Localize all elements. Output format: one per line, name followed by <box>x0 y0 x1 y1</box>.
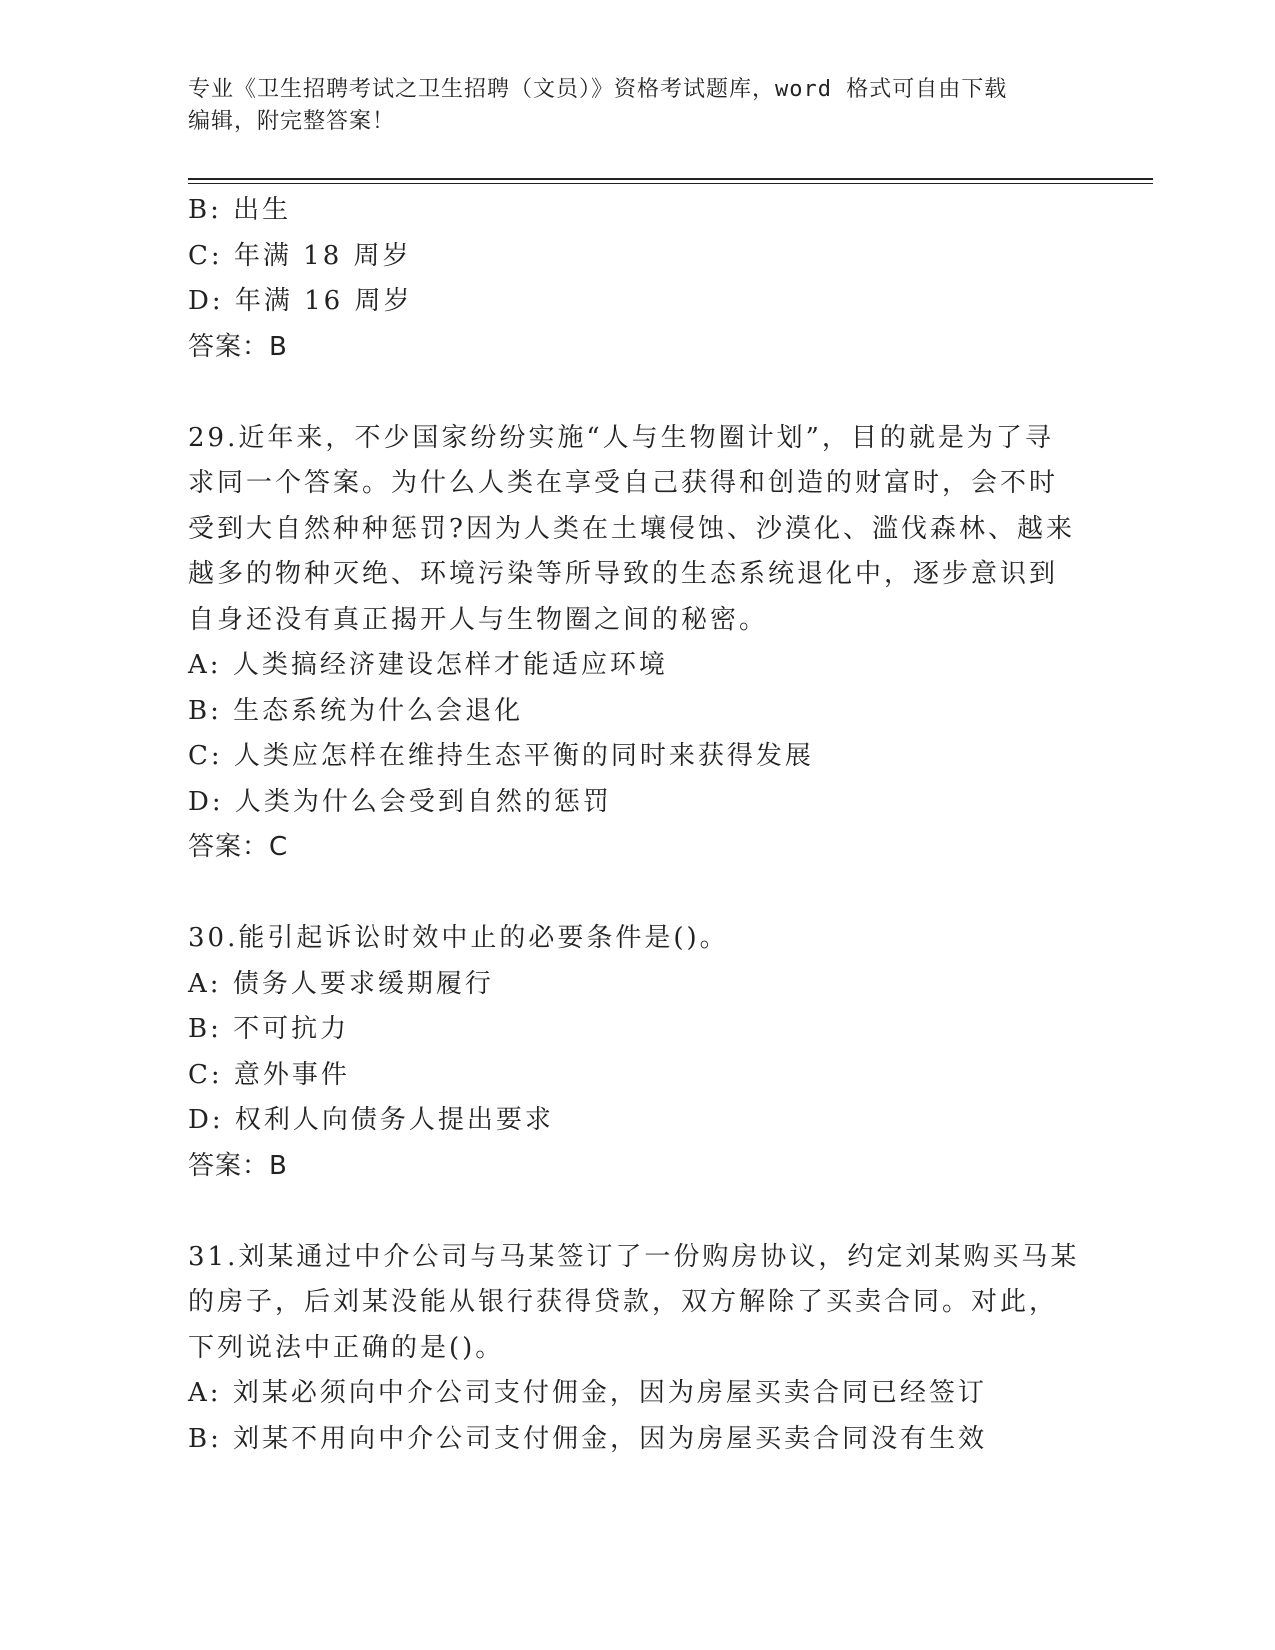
option-text: 生态系统为什么会退化 <box>233 695 524 726</box>
option-b <box>188 1417 1088 1463</box>
option-text: 意外事件 <box>233 1059 350 1090</box>
option-text: 债务人要求缓期履行 <box>232 968 494 999</box>
question-stem <box>188 1235 1088 1372</box>
stem-line: 的房子，后刘某没能从银行获得贷款，双方解除了买卖合同。对此， <box>188 1287 1059 1317</box>
option-text: 不可抗力 <box>233 1014 350 1044</box>
option-text: 人类为什么会受到自然的惩罚 <box>234 786 612 817</box>
question-content <box>188 188 1088 1462</box>
option-label: C: <box>188 741 223 771</box>
option-a <box>188 962 1088 1008</box>
option-text: 年满 16 周岁 <box>234 286 413 316</box>
option-text: 刘某不用向中介公司支付佣金，因为房屋买卖合同没有生效 <box>233 1423 988 1454</box>
option-d <box>188 279 1088 325</box>
option-label: C: <box>188 240 223 271</box>
option-label: B: <box>188 1423 222 1454</box>
option-label: D: <box>188 286 224 316</box>
option-text: 刘某必须向中介公司支付佣金，因为房屋买卖合同已经签订 <box>232 1378 987 1408</box>
option-b <box>188 689 1088 735</box>
question-31 <box>188 1235 1088 1463</box>
stem-line: 受到大自然种种惩罚?因为人类在土壤侵蚀、沙漠化、滥伐森林、越来 <box>188 513 1075 544</box>
option-text: 权利人向债务人提出要求 <box>234 1105 554 1135</box>
question-29 <box>188 416 1088 871</box>
option-c <box>188 734 1088 780</box>
option-b <box>188 188 1088 234</box>
question-30 <box>188 916 1088 1189</box>
stem-line: 求同一个答案。为什么人类在享受自己获得和创造的财富时，会不时 <box>188 468 1059 498</box>
option-b <box>188 1007 1088 1053</box>
option-label: A: <box>188 968 222 999</box>
spacer <box>188 370 1088 416</box>
stem-line: 下列说法中正确的是()。 <box>188 1332 505 1363</box>
stem-line: 越多的物种灭绝、环境污染等所导致的生态系统退化中，逐步意识到 <box>188 559 1059 589</box>
option-text: 出生 <box>233 195 292 225</box>
header-divider-thin <box>188 183 1153 184</box>
option-label: B: <box>188 1014 222 1044</box>
option-c <box>188 1053 1088 1099</box>
spacer <box>188 871 1088 917</box>
header-divider-thick <box>188 178 1153 180</box>
answer-line: 答案：C <box>188 832 289 862</box>
stem-line: 29.近年来，不少国家纷纷实施“人与生物圈计划”，目的就是为了寻 <box>188 422 1054 453</box>
header-line-1: 专业《卫生招聘考试之卫生招聘（文员）》资格考试题库，word 格式可自由下载 <box>188 77 1008 102</box>
answer-line: 答案：B <box>188 331 288 362</box>
option-label: A: <box>188 650 222 680</box>
option-label: A: <box>188 1378 222 1408</box>
option-text: 年满 18 周岁 <box>233 240 412 271</box>
option-d <box>188 780 1088 826</box>
option-label: C: <box>188 1059 223 1090</box>
stem-line: 31.刘某通过中介公司与马某签订了一份购房协议，约定刘某购买马某 <box>188 1241 1080 1272</box>
option-label: B: <box>188 695 222 726</box>
header-line-2: 编辑，附完整答案！ <box>188 109 396 134</box>
option-d <box>188 1098 1088 1144</box>
option-label: D: <box>188 786 224 817</box>
option-label: D: <box>188 1105 224 1135</box>
option-label: B: <box>188 195 222 225</box>
option-text: 人类搞经济建设怎样才能适应环境 <box>232 650 668 680</box>
answer-line: 答案：B <box>188 1150 288 1181</box>
spacer <box>188 1189 1088 1235</box>
stem-line: 30.能引起诉讼时效中止的必要条件是()。 <box>188 923 729 953</box>
option-text: 人类应怎样在维持生态平衡的同时来获得发展 <box>233 741 814 771</box>
question-stem <box>188 416 1088 644</box>
question-28-continuation <box>188 188 1088 370</box>
question-stem <box>188 916 1088 962</box>
option-c <box>188 234 1088 280</box>
option-a <box>188 643 1088 689</box>
document-header <box>188 74 1088 138</box>
option-a <box>188 1371 1088 1417</box>
stem-line: 自身还没有真正揭开人与生物圈之间的秘密。 <box>188 604 769 635</box>
